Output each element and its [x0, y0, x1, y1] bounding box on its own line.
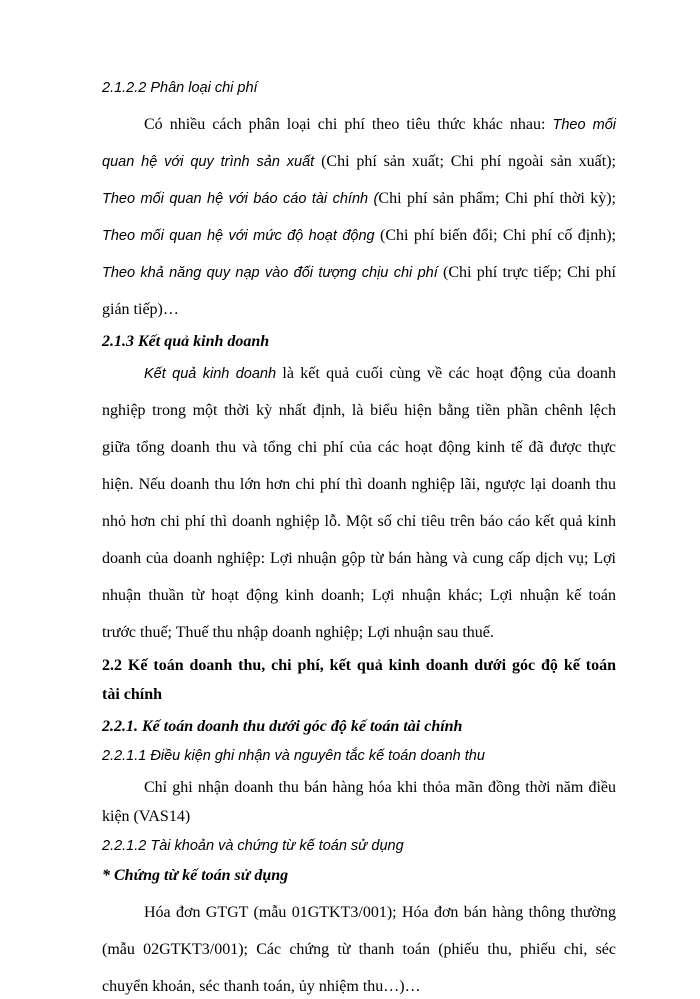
paragraph-line: nhỏ hơn chi phí thì doanh nghiệp lỗ. Một số chỉ tiêu trên báo cáo kết quả kinh	[102, 513, 616, 530]
paragraph-line	[102, 261, 616, 285]
heading-documents-used: * Chứng từ kế toán sử dụng	[102, 867, 289, 884]
paragraph-line: hiện. Nếu doanh thu lớn hơn chi phí thì doanh nghiệp lãi, ngược lại doanh thu	[102, 476, 616, 493]
heading-2-2-1-1: 2.2.1.1 Điều kiện ghi nhận và nguyên tắc kế toán doanh thu	[102, 748, 485, 764]
paragraph-line: chuyển khoản, séc thanh toán, ủy nhiệm thu…)…	[102, 978, 421, 995]
text-run-italic: quan hệ với quy trình sản xuất	[102, 154, 315, 170]
paragraph-line: nghiệp trong một thời kỳ nhất định, là biểu hiện bằng tiền phần chênh lệch	[102, 402, 616, 419]
paragraph-line: Hóa đơn GTGT (mẫu 01GTKT3/001); Hóa đơn bán hàng thông thường	[144, 904, 616, 921]
paragraph-line: gián tiếp)…	[102, 301, 179, 318]
text-run-italic: Kết quả kinh doanh	[144, 366, 277, 382]
text-run-italic: Theo mối	[552, 117, 616, 133]
text-run: (Chi phí trực tiếp; Chi phí	[437, 264, 616, 281]
paragraph-line	[102, 224, 616, 248]
heading-line: 2.2 Kế toán doanh thu, chi phí, kết quả kinh doanh dưới góc độ kế toán	[102, 657, 616, 674]
heading-2-1-3: 2.1.3 Kết quả kinh doanh	[102, 333, 270, 350]
paragraph-business-result	[102, 362, 616, 645]
paragraph-line: Chỉ ghi nhận doanh thu bán hàng hóa khi thỏa mãn đồng thời năm điều	[144, 779, 616, 796]
text-run: là kết quả cuối cùng về các hoạt động của doanh	[276, 365, 616, 382]
paragraph-line: doanh của doanh nghiệp: Lợi nhuận gộp từ bán hàng và cung cấp dịch vụ; Lợi	[102, 550, 616, 567]
paragraph-line	[102, 362, 616, 386]
paragraph-cost-classification	[102, 113, 616, 322]
heading-2-2-1: 2.2.1. Kế toán doanh thu dưới góc độ kế toán tài chính	[102, 718, 463, 735]
text-run-italic: Theo mối quan hệ với mức độ hoạt động	[102, 228, 375, 244]
paragraph-line: trước thuế; Thuế thu nhập doanh nghiệp; Lợi nhuận sau thuế.	[102, 624, 494, 641]
text-run-italic: Theo khả năng quy nạp vào đối tượng chịu chi phí	[102, 265, 438, 281]
paragraph-line	[102, 150, 616, 174]
paragraph-revenue-conditions	[102, 776, 616, 829]
document-content	[102, 76, 616, 999]
text-run-italic: Theo mối quan hệ với báo cáo tài chính (	[102, 191, 379, 207]
paragraph-documents	[102, 901, 616, 999]
text-run: (Chi phí biến đổi; Chi phí cố định);	[374, 227, 616, 244]
heading-line: tài chính	[102, 686, 163, 703]
text-run: Có nhiều cách phân loại chi phí theo tiêu thức khác nhau:	[144, 116, 553, 133]
heading-2-2-1-2: 2.2.1.2 Tài khoản và chứng từ kế toán sử dụng	[102, 838, 404, 854]
heading-2-2	[102, 654, 616, 707]
paragraph-line	[102, 113, 616, 137]
paragraph-line: nhuận thuần từ hoạt động kinh doanh; Lợi nhuận khác; Lợi nhuận kế toán	[102, 587, 616, 604]
paragraph-line: kiện (VAS14)	[102, 808, 191, 825]
paragraph-line: giữa tổng doanh thu và tổng chi phí của các hoạt động kinh tế đã được thực	[102, 439, 616, 456]
heading-2-1-2-2: 2.1.2.2 Phân loại chi phí	[102, 80, 258, 96]
text-run: (Chi phí sản xuất; Chi phí ngoài sản xuất);	[314, 153, 617, 170]
text-run: Chi phí sản phẩm; Chi phí thời kỳ);	[378, 190, 616, 207]
paragraph-line: (mẫu 02GTKT3/001); Các chứng từ thanh toán (phiếu thu, phiếu chi, séc	[102, 941, 616, 958]
paragraph-line	[102, 187, 616, 211]
